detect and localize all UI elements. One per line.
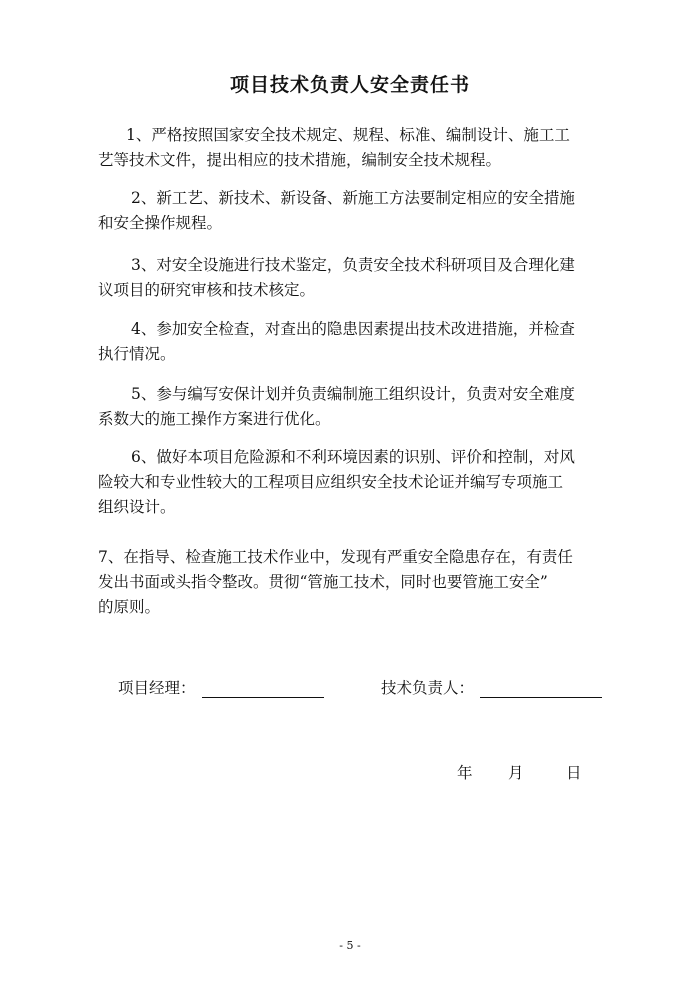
manager-signature-label: 项目经理： xyxy=(118,679,196,697)
clause-5 xyxy=(98,382,610,432)
clause-4 xyxy=(98,317,610,367)
clause-5-line-1: 5、参与编写安保计划并负责编制施工组织设计，负责对安全难度 xyxy=(131,385,575,403)
clause-1-line-1: 1、严格按照国家安全技术规定、规程、标准、编制设计、施工工 xyxy=(126,126,570,144)
clause-7-line-2: 发出书面或头指令整改。贯彻“管施工技术，同时也要管施工安全” xyxy=(98,573,548,591)
clause-7-line-1: 7、在指导、检查施工技术作业中，发现有严重安全隐患存在，有责任 xyxy=(98,548,573,566)
clause-2-line-1: 2、新工艺、新技术、新设备、新施工方法要制定相应的安全措施 xyxy=(131,189,575,207)
clause-7 xyxy=(98,545,610,620)
clause-6-line-3: 组织设计。 xyxy=(98,498,176,516)
clause-2-line-2: 和安全操作规程。 xyxy=(98,214,223,232)
clause-3 xyxy=(98,253,610,303)
clause-3-line-2: 议项目的研究审核和技术核定。 xyxy=(98,281,316,299)
clause-6-line-1: 6、做好本项目危险源和不利环境因素的识别、评价和控制，对风 xyxy=(131,448,575,466)
clause-4-line-1: 4、参加安全检查，对查出的隐患因素提出技术改进措施，并检查 xyxy=(131,320,575,338)
clause-6-line-2: 险较大和专业性较大的工程项目应组织安全技术论证并编写专项施工 xyxy=(98,473,564,491)
clause-1 xyxy=(98,123,610,173)
date-year: 年 xyxy=(457,764,473,782)
clause-1-line-2: 艺等技术文件，提出相应的技术措施，编制安全技术规程。 xyxy=(98,151,502,169)
date-day: 日 xyxy=(566,764,582,782)
clause-2 xyxy=(98,186,610,236)
tech-lead-signature xyxy=(381,676,602,698)
manager-signature-line xyxy=(202,681,324,698)
clause-7-line-3: 的原则。 xyxy=(98,598,161,616)
document-title: 项目技术负责人安全责任书 xyxy=(229,74,470,96)
clause-4-line-2: 执行情况。 xyxy=(98,345,176,363)
page-number: - 5 - xyxy=(339,939,361,952)
clause-5-line-2: 系数大的施工操作方案进行优化。 xyxy=(98,410,331,428)
tech-lead-signature-line xyxy=(480,681,602,698)
manager-signature xyxy=(118,676,324,698)
date-month: 月 xyxy=(508,764,524,782)
clause-6 xyxy=(98,445,610,520)
tech-lead-signature-label: 技术负责人： xyxy=(381,679,475,697)
clause-3-line-1: 3、对安全设施进行技术鉴定，负责安全技术科研项目及合理化建 xyxy=(131,256,575,274)
